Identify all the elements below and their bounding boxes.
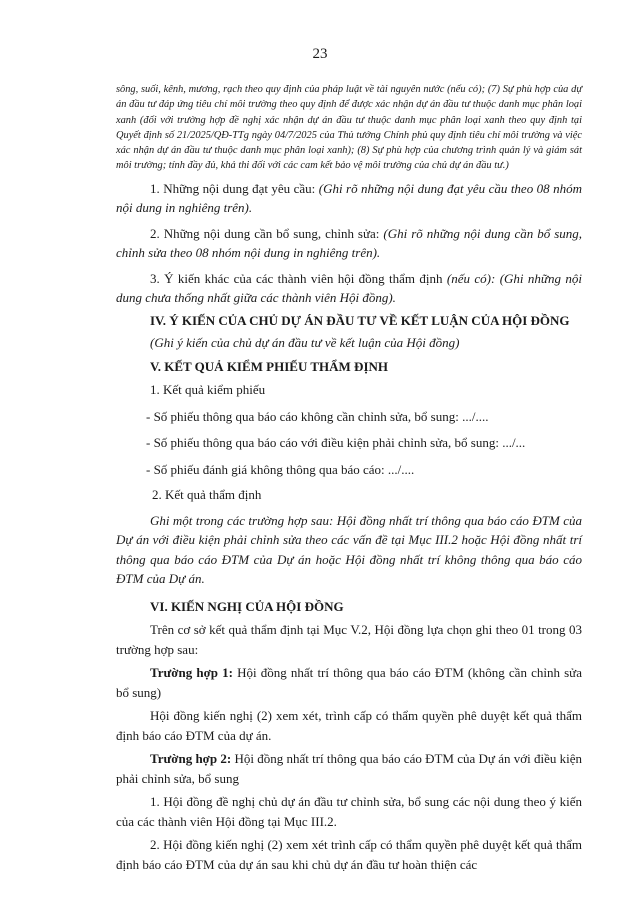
case-2-text: Hội đồng nhất trí thông qua báo cáo ĐTM của Dự án với điều kiện phải chỉnh sửa, bổ sung	[116, 751, 582, 786]
case-1-paragraph: Hội đồng kiến nghị (2) xem xét, trình cấp có thẩm quyền phê duyệt kết quả thẩm định báo cáo ĐTM của dự án.	[116, 708, 582, 743]
item-3-note: (nếu có): (Ghi những nội dung chưa thống nhất giữa các thành viên Hội đồng).	[116, 270, 582, 306]
section-v-sub-2: 2. Kết quả thẩm định	[152, 487, 262, 503]
item-3-lead: 3. Ý kiến khác của các thành viên hội đồng thẩm định	[150, 270, 447, 286]
case-1-text: Hội đồng nhất trí thông qua báo cáo ĐTM (không cần chỉnh sửa bổ sung)	[116, 665, 582, 700]
case-2-item-2: 2. Hội đồng kiến nghị (2) xem xét trình cấp có thẩm quyền phê duyệt kết quả thẩm định báo cáo ĐTM của dự án sau khi chủ dự án đầu tư hoàn thiện các	[116, 837, 582, 872]
item-1	[116, 179, 582, 218]
item-1-lead: 1. Những nội dung đạt yêu cầu:	[150, 180, 319, 196]
page-content	[116, 82, 582, 874]
item-1-note: (Ghi rõ những nội dung đạt yêu cầu theo 08 nhóm nội dung in nghiêng trên).	[116, 180, 582, 216]
item-2	[116, 224, 582, 263]
section-v-note: Ghi một trong các trường hợp sau: Hội đồng nhất trí thông qua báo cáo ĐTM của Dự án với điều kiện phải chỉnh sửa theo các vấn đề tại Mục III.2 hoặc Hội đồng nhất trí thông qua báo cáo ĐTM của Dự án hoặc Hội đồng nhất trí không thông qua báo cáo ĐTM của Dự án.	[116, 512, 582, 587]
case-1-label: Trường hợp 1:	[150, 665, 238, 681]
case-2-label: Trường hợp 2:	[150, 751, 235, 767]
section-iv-note: (Ghi ý kiến của chủ dự án đầu tư về kết luận của Hội đồng)	[150, 335, 460, 351]
item-2-note: (Ghi rõ những nội dung cần bổ sung, chỉnh sửa theo 08 nhóm nội dung in nghiêng trên).	[116, 225, 583, 261]
section-iv-heading: IV. Ý KIẾN CỦA CHỦ DỰ ÁN ĐẦU TƯ VỀ KẾT LUẬN CỦA HỘI ĐỒNG	[150, 312, 570, 328]
intro-paragraph: sông, suối, kênh, mương, rạch theo quy định của pháp luật về tài nguyên nước (nếu có); (7) Sự phù hợp của dự án đầu tư đáp ứng tiêu chí môi trường theo quy định để được xác nhận dự án đầu tư thuộc danh mục phân loại xanh (đối với trường hợp đề nghị xác nhận dự án đầu tư thuộc danh mục phân loại xanh theo quy định tại Quyết định số 21/2025/QĐ-TTg ngày 04/7/2025 của Thủ tướng Chính phủ quy định tiêu chí môi trường và việc xác nhận dự án đầu tư thuộc danh mục phân loại xanh); (8) Sự phù hợp của chương trình quản lý và giám sát môi trường; tính đầy đủ, khả thi đối với các cam kết bảo vệ môi trường của chủ dự án đầu tư.)	[116, 84, 582, 172]
section-v-heading: V. KẾT QUẢ KIỂM PHIẾU THẨM ĐỊNH	[150, 358, 389, 374]
vote-line-3: - Số phiếu đánh giá không thông qua báo cáo: .../....	[146, 461, 415, 477]
case-1	[116, 663, 582, 702]
section-vi-para: Trên cơ sở kết quả thẩm định tại Mục V.2, Hội đồng lựa chọn ghi theo 01 trong 03 trường hợp sau:	[116, 622, 582, 657]
vote-line-1: - Số phiếu thông qua báo cáo không cần chỉnh sửa, bổ sung: .../....	[146, 408, 489, 424]
item-2-lead: 2. Những nội dung cần bổ sung, chỉnh sửa:	[150, 225, 384, 241]
section-v-sub-1: 1. Kết quả kiểm phiếu	[150, 382, 266, 398]
case-2-item-1: 1. Hội đồng đề nghị chủ dự án đầu tư chỉnh sửa, bổ sung các nội dung theo ý kiến của các thành viên Hội đồng tại Mục III.2.	[116, 794, 582, 829]
case-2	[116, 749, 582, 788]
page-number: 23	[312, 46, 328, 62]
item-3	[116, 269, 582, 308]
section-vi-heading: VI. KIẾN NGHỊ CỦA HỘI ĐỒNG	[150, 598, 344, 614]
vote-line-2: - Số phiếu thông qua báo cáo với điều kiện phải chỉnh sửa, bổ sung: .../...	[146, 435, 526, 451]
